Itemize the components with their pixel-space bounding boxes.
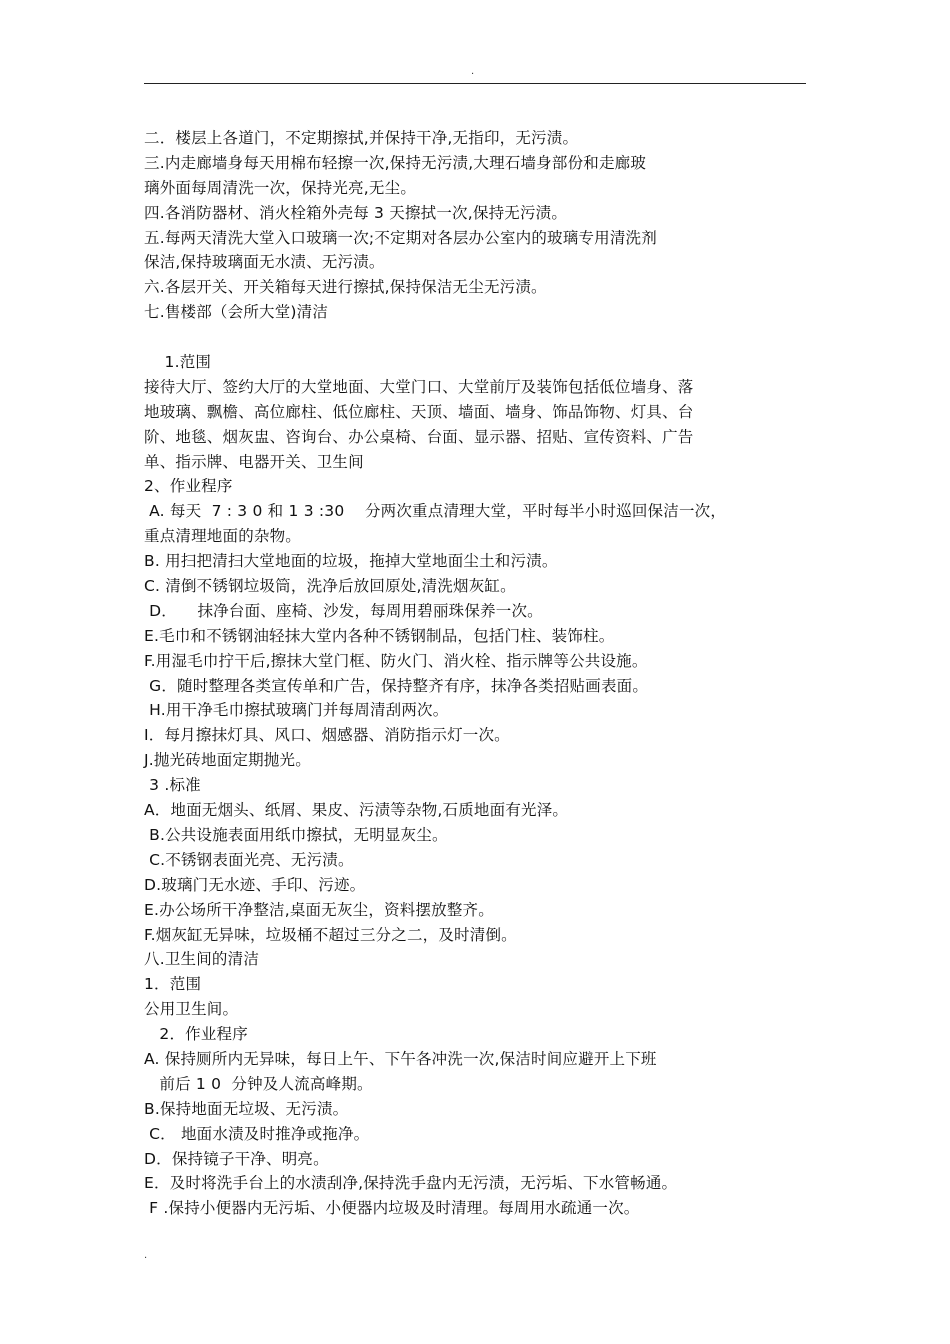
text-line: 璃外面每周清洗一次，保持光亮,无尘。	[144, 178, 417, 197]
text-line: 保洁,保持玻璃面无水渍、无污渍。	[144, 253, 385, 272]
blank-line	[144, 325, 784, 350]
text-line: G．随时整理各类宣传单和广告，保持整齐有序，抹净各类招贴画表面。	[144, 676, 649, 695]
text-line: 1．范围	[144, 975, 202, 994]
text-line: H.用干净毛巾擦拭玻璃门并每周清刮两次。	[144, 701, 449, 720]
text-line: J.抛光砖地面定期抛光。	[144, 751, 311, 770]
text-line: 3 .标准	[144, 776, 201, 795]
text-line: 2、作业程序	[144, 477, 233, 496]
text-line: 接待大厅、签约大厅的大堂地面、大堂门口、大堂前厅及装饰包括低位墙身、落	[144, 377, 694, 396]
text-line: 五.每两天清洗大堂入口玻璃一次;不定期对各层办公室内的玻璃专用清洗剂	[144, 228, 657, 247]
text-line: 八.卫生间的清洁	[144, 950, 260, 969]
text-line: 三.内走廊墙身每天用棉布轻擦一次,保持无污渍,大理石墙身部份和走廊玻	[144, 153, 647, 172]
text-line: F.用湿毛巾拧干后,擦抹大堂门框、防火门、消火栓、指示牌等公共设施。	[144, 651, 648, 670]
text-line: 前后 1 0 分钟及人流高峰期。	[144, 1074, 373, 1093]
text-line: F .保持小便器内无污垢、小便器内垃圾及时清理。每周用水疏通一次。	[144, 1199, 640, 1218]
text-line: E．及时将洗手台上的水渍刮净,保持洗手盘内无污渍，无污垢、下水管畅通。	[144, 1174, 678, 1193]
text-line: I．每月擦抹灯具、风口、烟感器、消防指示灯一次。	[144, 726, 510, 745]
text-line: 地玻璃、飘檐、高位廊柱、低位廊柱、天顶、墙面、墙身、饰品饰物、灯具、台	[144, 402, 694, 421]
text-line: 重点清理地面的杂物。	[144, 527, 302, 546]
text-line: 二．楼层上各道门，不定期擦拭,并保持干净,无指印，无污渍。	[144, 129, 579, 147]
text-line: D.玻璃门无水迹、手印、污迹。	[144, 875, 366, 894]
text-line: 阶、地毯、烟灰盅、咨询台、办公桌椅、台面、显示器、招贴、宣传资料、广告	[144, 427, 694, 446]
text-line: A. 保持厕所内无异味，每日上午、下午各冲洗一次,保洁时间应避开上下班	[144, 1049, 657, 1068]
text-line: B. 用扫把清扫大堂地面的垃圾，拖掉大堂地面尘土和污渍。	[144, 552, 558, 571]
text-line: D． 抹净台面、座椅、沙发，每周用碧丽珠保养一次。	[144, 601, 543, 620]
text-line: 六.各层开关、开关箱每天进行擦拭,保持保洁无尘无污渍。	[144, 278, 547, 297]
text-line: D．保持镜子干净、明亮。	[144, 1149, 329, 1168]
header-dot: .	[471, 66, 475, 77]
text-line: 2．作业程序	[144, 1025, 248, 1044]
text-line: A. 每天 7 : 3 0 和 1 3 :30 分两次重点清理大堂，平时每半小时巡回保洁一次，	[144, 502, 727, 521]
footer-dot: .	[144, 1250, 148, 1261]
text-line: 七.售楼部（会所大堂)清洁	[144, 303, 329, 322]
text-line: A．地面无烟头、纸屑、果皮、污渍等杂物,石质地面有光泽。	[144, 801, 569, 820]
text-line: E.毛巾和不锈钢油轻抹大堂内各种不锈钢制品，包括门柱、装饰柱。	[144, 626, 615, 645]
text-line: C.不锈钢表面光亮、无污渍。	[144, 850, 354, 869]
text-line: F.烟灰缸无异味，垃圾桶不超过三分之二，及时清倒。	[144, 925, 517, 944]
document-body	[144, 126, 784, 1221]
text-line: 单、指示牌、电器开关、卫生间	[144, 452, 364, 471]
text-line: C. 清倒不锈钢垃圾筒，洗净后放回原处,清洗烟灰缸。	[144, 577, 516, 596]
text-line: C． 地面水渍及时推净或拖净。	[144, 1124, 370, 1143]
text-line: 1.范围	[144, 353, 212, 372]
text-line: E.办公场所干净整洁,桌面无灰尘，资料摆放整齐。	[144, 900, 494, 919]
text-line: B.保持地面无垃圾、无污渍。	[144, 1099, 349, 1118]
header-rule	[144, 83, 806, 84]
text-line: 公用卫生间。	[144, 1000, 239, 1019]
text-line: B.公共设施表面用纸巾擦拭，无明显灰尘。	[144, 825, 448, 844]
text-line: 四.各消防器材、消火栓箱外壳每 3 天擦拭一次,保持无污渍。	[144, 203, 568, 222]
